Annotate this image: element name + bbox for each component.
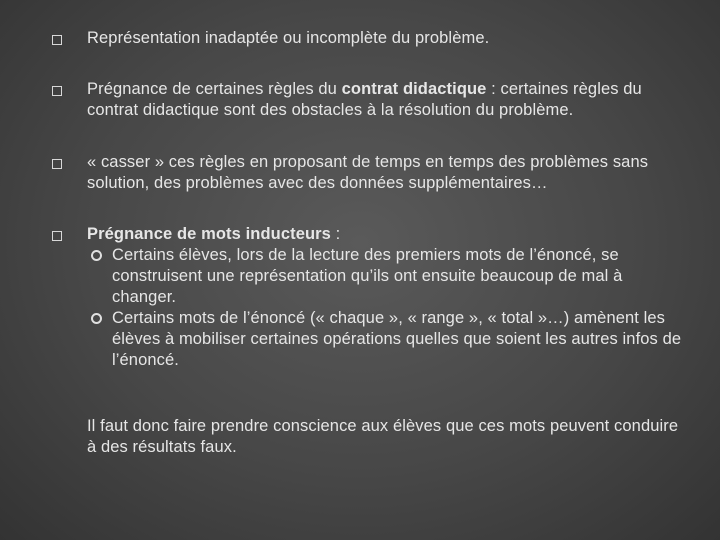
square-bullet-icon — [52, 159, 62, 169]
square-bullet-icon — [52, 231, 62, 241]
bullet-2-suffix: : certaines règles du contrat didactique sont des obstacles à la résolution du problème. — [87, 80, 642, 119]
bullet-3-text: « casser » ces règles en proposant de temps en temps des problèmes sans solution, des problèmes avec des données supplémentaires… — [87, 153, 649, 192]
square-bullet-icon — [52, 86, 62, 96]
bullet-4-bold: Prégnance de mots inducteurs — [87, 225, 331, 243]
sub-bullet-2 — [87, 308, 687, 371]
sub-bullet-2-text: Certains mots de l’énoncé (« chaque », « range », « total »…) amènent les élèves à mobiliser certaines opérations quelles que soient les autres infos de l’énoncé. — [112, 309, 682, 369]
bullet-4-heading — [87, 224, 687, 245]
bullet-4-suffix: : — [330, 225, 341, 243]
square-bullet-icon — [52, 35, 62, 45]
bullet-4-text — [87, 224, 687, 371]
bullet-2-prefix: Prégnance de certaines règles du — [87, 80, 342, 98]
bullet-2-text — [87, 79, 687, 121]
sub-bullet-1 — [87, 245, 687, 308]
circle-bullet-icon — [91, 313, 102, 324]
bullet-2-bold: contrat didactique — [341, 80, 487, 98]
conclusion-text: Il faut donc faire prendre conscience aux élèves que ces mots peuvent conduire à des résultats faux. — [87, 417, 679, 456]
sub-bullet-1-text: Certains élèves, lors de la lecture des premiers mots de l’énoncé, se construisent une représentation qu’ils ont ensuite beaucoup de mal à changer. — [112, 246, 623, 306]
bullet-1-text: Représentation inadaptée ou incomplète du problème. — [87, 29, 490, 47]
circle-bullet-icon — [91, 250, 102, 261]
